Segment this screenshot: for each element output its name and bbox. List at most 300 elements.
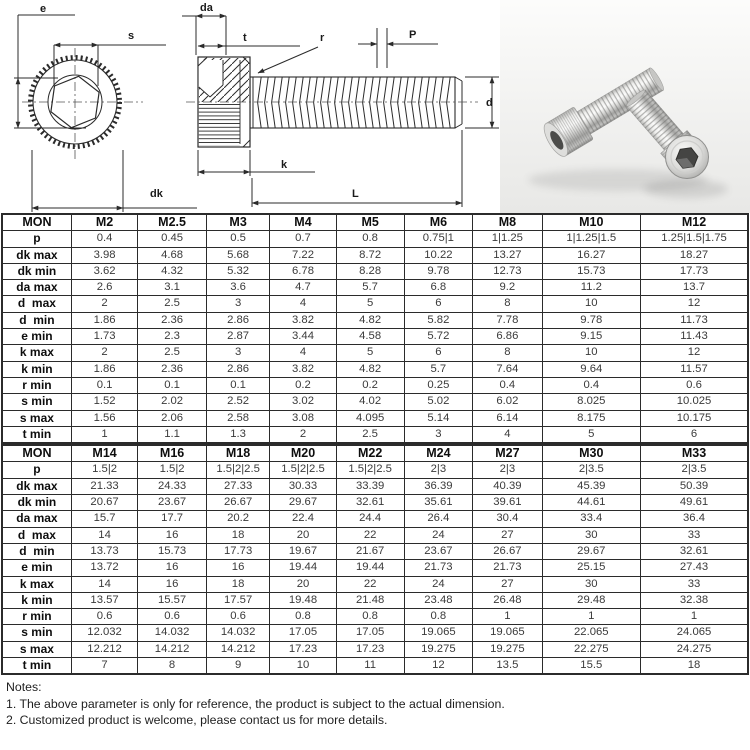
dimension-value-cell: 19.44 (270, 560, 336, 576)
table-row (2, 329, 748, 345)
column-header-M2.5: M2.5 (138, 214, 207, 231)
dimension-value-cell: 18.27 (641, 247, 748, 263)
dimension-value-cell: 26.67 (473, 543, 542, 559)
dimension-value-cell: 22 (336, 576, 404, 592)
table-row (2, 312, 748, 328)
dimension-value-cell: 0.4 (542, 377, 640, 393)
dimension-value-cell: 12.032 (71, 625, 137, 641)
dimension-value-cell: 32.61 (641, 543, 748, 559)
dim-label-da: da (200, 2, 213, 14)
dimension-value-cell: 39.61 (473, 495, 542, 511)
row-label-header: MON (2, 214, 71, 231)
dimension-value-cell: 3.62 (71, 263, 137, 279)
dimension-value-cell: 27 (473, 527, 542, 543)
dimension-value-cell: 4.82 (336, 312, 404, 328)
table-row (2, 462, 748, 478)
column-header-M12: M12 (641, 214, 748, 231)
dimension-value-cell: 17.73 (641, 263, 748, 279)
dimension-value-cell: 6.86 (473, 329, 542, 345)
technical-drawing-section (0, 0, 750, 213)
dimension-value-cell: 19.065 (473, 625, 542, 641)
dimension-value-cell: 24.4 (336, 511, 404, 527)
dimension-value-cell: 0.6 (71, 609, 137, 625)
dimension-value-cell: 8 (473, 345, 542, 361)
row-label: dk max (2, 247, 71, 263)
table-row (2, 658, 748, 675)
dimension-value-cell: 12 (404, 658, 473, 675)
dimension-value-cell: 5.7 (336, 280, 404, 296)
dimension-value-cell: 1|1.25|1.5 (542, 231, 640, 247)
table-row (2, 345, 748, 361)
dimension-value-cell: 0.1 (71, 377, 137, 393)
dimension-value-cell: 2.5 (336, 426, 404, 443)
row-label: r min (2, 377, 71, 393)
dimension-value-cell: 8 (138, 658, 207, 675)
dimension-value-cell: 27 (473, 576, 542, 592)
dimension-value-cell: 12 (641, 345, 748, 361)
dimension-value-cell: 24 (404, 527, 473, 543)
screw-product-photo (500, 0, 750, 213)
dimension-value-cell: 21.73 (404, 560, 473, 576)
dim-label-l: L (352, 188, 359, 200)
table-row (2, 641, 748, 657)
dimension-value-cell: 19.275 (404, 641, 473, 657)
column-header-M33: M33 (641, 445, 748, 462)
dimension-value-cell: 45.39 (542, 478, 640, 494)
screw-technical-drawing (0, 0, 500, 213)
dimension-value-cell: 14.032 (138, 625, 207, 641)
dimension-value-cell: 19.275 (473, 641, 542, 657)
table-row (2, 609, 748, 625)
column-header-M18: M18 (206, 445, 269, 462)
dim-label-p: P (409, 29, 417, 41)
row-label: k min (2, 361, 71, 377)
dimension-value-cell: 26.67 (206, 495, 269, 511)
dimension-value-cell: 20.67 (71, 495, 137, 511)
dimension-value-cell: 16 (138, 527, 207, 543)
dimension-value-cell: 14 (71, 576, 137, 592)
dimension-value-cell: 30.33 (270, 478, 336, 494)
table-row (2, 280, 748, 296)
dimension-value-cell: 0.1 (138, 377, 207, 393)
dimension-value-cell: 1.5|2 (71, 462, 137, 478)
dimension-value-cell: 9.2 (473, 280, 542, 296)
dimension-value-cell: 0.6 (206, 609, 269, 625)
dimension-value-cell: 32.38 (641, 592, 748, 608)
dimension-value-cell: 33.39 (336, 478, 404, 494)
dimension-value-cell: 1|1.25 (473, 231, 542, 247)
dimension-value-cell: 23.67 (404, 543, 473, 559)
dimension-value-cell: 14.032 (206, 625, 269, 641)
row-label: s max (2, 641, 71, 657)
dimension-value-cell: 0.4 (71, 231, 137, 247)
table-row (2, 377, 748, 393)
dimension-value-cell: 2|3 (473, 462, 542, 478)
table-row (2, 361, 748, 377)
dimension-value-cell: 8.025 (542, 394, 640, 410)
dimension-value-cell: 29.67 (270, 495, 336, 511)
dimension-value-cell: 1.25|1.5|1.75 (641, 231, 748, 247)
dimension-value-cell: 17.05 (270, 625, 336, 641)
row-label: s max (2, 410, 71, 426)
dimension-value-cell: 4 (270, 345, 336, 361)
dimension-value-cell: 3 (206, 296, 269, 312)
dimension-value-cell: 21.73 (473, 560, 542, 576)
dim-label-dk: dk (150, 188, 163, 200)
dimension-value-cell: 4 (270, 296, 336, 312)
dimension-value-cell: 19.48 (270, 592, 336, 608)
dimension-value-cell: 44.61 (542, 495, 640, 511)
dimension-value-cell: 13.7 (641, 280, 748, 296)
dimension-value-cell: 2.06 (138, 410, 207, 426)
dimension-value-cell: 50.39 (641, 478, 748, 494)
dimension-value-cell: 1.5|2 (138, 462, 207, 478)
dimension-value-cell: 7.64 (473, 361, 542, 377)
table-row (2, 560, 748, 576)
table-row (2, 576, 748, 592)
dimension-value-cell: 4.82 (336, 361, 404, 377)
row-label: dk min (2, 495, 71, 511)
row-label: p (2, 462, 71, 478)
dimension-value-cell: 0.2 (336, 377, 404, 393)
dimension-value-cell: 11.2 (542, 280, 640, 296)
dimension-value-cell: 16 (138, 560, 207, 576)
dimension-value-cell: 0.7 (270, 231, 336, 247)
row-label: e min (2, 560, 71, 576)
dim-label-s: s (128, 30, 135, 42)
dimension-value-cell: 0.8 (404, 609, 473, 625)
table-row (2, 478, 748, 494)
dimension-value-cell: 15.7 (71, 511, 137, 527)
dimension-value-cell: 11.73 (641, 312, 748, 328)
dimension-value-cell: 26.4 (404, 511, 473, 527)
dimension-value-cell: 13.5 (473, 658, 542, 675)
dimension-value-cell: 5.02 (404, 394, 473, 410)
notes-title: Notes: (6, 680, 42, 695)
dimension-value-cell: 0.2 (270, 377, 336, 393)
dimension-value-cell: 5 (542, 426, 640, 443)
dimension-value-cell: 4.32 (138, 263, 207, 279)
row-label: t min (2, 658, 71, 675)
column-header-M10: M10 (542, 214, 640, 231)
dimension-value-cell: 22.275 (542, 641, 640, 657)
dimension-value-cell: 2.5 (138, 296, 207, 312)
dimension-value-cell: 13.73 (71, 543, 137, 559)
dimension-value-cell: 24 (404, 576, 473, 592)
dimension-value-cell: 30.4 (473, 511, 542, 527)
table-row (2, 247, 748, 263)
row-label: k max (2, 576, 71, 592)
note-item-2: 2. Customized product is welcome, please contact us for more details. (6, 712, 388, 727)
table-row (2, 495, 748, 511)
table-row (2, 410, 748, 426)
dimension-value-cell: 22.065 (542, 625, 640, 641)
dimension-value-cell: 30 (542, 527, 640, 543)
dimension-value-cell: 9.64 (542, 361, 640, 377)
dimension-value-cell: 1.3 (206, 426, 269, 443)
row-label: t min (2, 426, 71, 443)
dimension-value-cell: 5.32 (206, 263, 269, 279)
dimension-value-cell: 2.36 (138, 361, 207, 377)
dimension-value-cell: 12 (641, 296, 748, 312)
table-row (2, 231, 748, 247)
dimension-value-cell: 2.36 (138, 312, 207, 328)
notes-section (0, 675, 750, 728)
table-row (2, 296, 748, 312)
dimension-value-cell: 4 (473, 426, 542, 443)
dimension-value-cell: 29.67 (542, 543, 640, 559)
dimension-value-cell: 33.4 (542, 511, 640, 527)
dimension-value-cell: 17.57 (206, 592, 269, 608)
dimension-value-cell: 3 (404, 426, 473, 443)
row-label: k max (2, 345, 71, 361)
dimension-value-cell: 10 (270, 658, 336, 675)
dimension-value-cell: 4.02 (336, 394, 404, 410)
dimension-value-cell: 1 (473, 609, 542, 625)
dimension-value-cell: 9.78 (542, 312, 640, 328)
dimension-value-cell: 3.82 (270, 312, 336, 328)
dimension-value-cell: 2.52 (206, 394, 269, 410)
dimension-value-cell: 5.72 (404, 329, 473, 345)
dimension-value-cell: 14.212 (206, 641, 269, 657)
dimension-value-cell: 19.065 (404, 625, 473, 641)
dimension-value-cell: 25.15 (542, 560, 640, 576)
dimension-value-cell: 8 (473, 296, 542, 312)
dimension-value-cell: 6.14 (473, 410, 542, 426)
dimension-value-cell: 1.5|2|2.5 (206, 462, 269, 478)
dimension-value-cell: 12.212 (71, 641, 137, 657)
dimension-value-cell: 26.48 (473, 592, 542, 608)
dimension-value-cell: 30 (542, 576, 640, 592)
dimension-value-cell: 2.5 (138, 345, 207, 361)
front-view-dimensions (14, 15, 197, 212)
dimension-value-cell: 3 (206, 345, 269, 361)
dimension-value-cell: 13.27 (473, 247, 542, 263)
dimension-value-cell: 0.4 (473, 377, 542, 393)
dimension-value-cell: 16.27 (542, 247, 640, 263)
dimension-value-cell: 15.57 (138, 592, 207, 608)
dimension-value-cell: 17.23 (270, 641, 336, 657)
dimension-value-cell: 2|3.5 (641, 462, 748, 478)
row-label: s min (2, 394, 71, 410)
dimension-value-cell: 1.86 (71, 312, 137, 328)
dimension-value-cell: 2 (71, 345, 137, 361)
column-header-M6: M6 (404, 214, 473, 231)
row-label: s min (2, 625, 71, 641)
dimension-value-cell: 16 (206, 560, 269, 576)
dimension-value-cell: 14 (71, 527, 137, 543)
dimension-value-cell: 6 (404, 345, 473, 361)
dimension-value-cell: 5 (336, 345, 404, 361)
dimension-value-cell: 9.15 (542, 329, 640, 345)
dimension-value-cell: 14.212 (138, 641, 207, 657)
dimension-value-cell: 36.4 (641, 511, 748, 527)
dimension-value-cell: 19.44 (336, 560, 404, 576)
dimension-value-cell: 7.22 (270, 247, 336, 263)
dimension-value-cell: 7 (71, 658, 137, 675)
dimension-value-cell: 27.33 (206, 478, 269, 494)
dimension-value-cell: 22.4 (270, 511, 336, 527)
dimension-value-cell: 10 (542, 345, 640, 361)
dimension-value-cell: 2|3.5 (542, 462, 640, 478)
dimension-value-cell: 21.67 (336, 543, 404, 559)
dimension-value-cell: 18 (206, 576, 269, 592)
dim-label-d: d (486, 97, 493, 109)
dimension-value-cell: 5 (336, 296, 404, 312)
dimension-value-cell: 0.6 (138, 609, 207, 625)
dimension-value-cell: 20.2 (206, 511, 269, 527)
dimension-value-cell: 2.6 (71, 280, 137, 296)
table-row (2, 527, 748, 543)
column-header-M27: M27 (473, 445, 542, 462)
table-row (2, 511, 748, 527)
dimension-value-cell: 3.1 (138, 280, 207, 296)
row-label: d max (2, 527, 71, 543)
dimension-value-cell: 29.48 (542, 592, 640, 608)
dimension-value-cell: 20 (270, 576, 336, 592)
dimension-value-cell: 15.5 (542, 658, 640, 675)
dimension-value-cell: 4.095 (336, 410, 404, 426)
dimension-value-cell: 35.61 (404, 495, 473, 511)
dimension-value-cell: 6 (641, 426, 748, 443)
row-label: k min (2, 592, 71, 608)
dimension-value-cell: 7.78 (473, 312, 542, 328)
dimension-value-cell: 20 (270, 527, 336, 543)
dimension-value-cell: 0.6 (641, 377, 748, 393)
dimension-value-cell: 24.275 (641, 641, 748, 657)
photo-shadow (644, 180, 728, 198)
dimension-value-cell: 0.75|1 (404, 231, 473, 247)
dimension-value-cell: 8.175 (542, 410, 640, 426)
row-label: r min (2, 609, 71, 625)
dimension-value-cell: 8.72 (336, 247, 404, 263)
column-header-M24: M24 (404, 445, 473, 462)
dimension-value-cell: 0.45 (138, 231, 207, 247)
row-label: e min (2, 329, 71, 345)
dimension-value-cell: 11 (336, 658, 404, 675)
dimension-value-cell: 2 (270, 426, 336, 443)
table-row (2, 592, 748, 608)
dimension-value-cell: 36.39 (404, 478, 473, 494)
table-row (2, 263, 748, 279)
column-header-M5: M5 (336, 214, 404, 231)
dimension-value-cell: 2.86 (206, 312, 269, 328)
dimension-value-cell: 6.02 (473, 394, 542, 410)
dimension-value-cell: 24.065 (641, 625, 748, 641)
dimension-value-cell: 3.02 (270, 394, 336, 410)
dimension-value-cell: 5.68 (206, 247, 269, 263)
table-row (2, 543, 748, 559)
dimension-value-cell: 17.73 (206, 543, 269, 559)
row-label: da max (2, 280, 71, 296)
dimension-value-cell: 1 (641, 609, 748, 625)
column-header-M8: M8 (473, 214, 542, 231)
dimension-value-cell: 18 (641, 658, 748, 675)
dimension-value-cell: 40.39 (473, 478, 542, 494)
dimension-value-cell: 6 (404, 296, 473, 312)
row-label: d min (2, 543, 71, 559)
row-label: dk max (2, 478, 71, 494)
column-header-M22: M22 (336, 445, 404, 462)
dimension-value-cell: 23.67 (138, 495, 207, 511)
dimension-value-cell: 11.43 (641, 329, 748, 345)
dimension-value-cell: 4.7 (270, 280, 336, 296)
dimension-value-cell: 8.28 (336, 263, 404, 279)
dimension-value-cell: 9 (206, 658, 269, 675)
dimension-value-cell: 5.7 (404, 361, 473, 377)
dimension-value-cell: 33 (641, 576, 748, 592)
dimension-value-cell: 3.82 (270, 361, 336, 377)
dimension-value-cell: 17.23 (336, 641, 404, 657)
dimension-value-cell: 18 (206, 527, 269, 543)
dimension-value-cell: 10.175 (641, 410, 748, 426)
dimension-value-cell: 33 (641, 527, 748, 543)
dimension-value-cell: 1.5|2|2.5 (270, 462, 336, 478)
dimension-value-cell: 2|3 (404, 462, 473, 478)
dimension-value-cell: 11.57 (641, 361, 748, 377)
dimension-value-cell: 27.43 (641, 560, 748, 576)
row-label: d max (2, 296, 71, 312)
side-view-screw (186, 57, 478, 147)
dimension-value-cell: 4.58 (336, 329, 404, 345)
dimension-value-cell: 9.78 (404, 263, 473, 279)
dimension-value-cell: 24.33 (138, 478, 207, 494)
column-header-M2: M2 (71, 214, 137, 231)
dimension-value-cell: 0.8 (336, 609, 404, 625)
dimension-value-cell: 3.6 (206, 280, 269, 296)
dimension-value-cell: 1.1 (138, 426, 207, 443)
row-label: d min (2, 312, 71, 328)
dimension-value-cell: 10.025 (641, 394, 748, 410)
column-header-M30: M30 (542, 445, 640, 462)
column-header-M20: M20 (270, 445, 336, 462)
dimension-table-m2-m12 (1, 213, 749, 444)
row-label: p (2, 231, 71, 247)
dimension-value-cell: 0.8 (270, 609, 336, 625)
dimension-value-cell: 16 (138, 576, 207, 592)
dimension-value-cell: 15.73 (138, 543, 207, 559)
dimension-value-cell: 0.5 (206, 231, 269, 247)
dim-label-t: t (243, 32, 247, 44)
note-item-1: 1. The above parameter is only for reference, the product is subject to the actual dimension. (6, 696, 505, 711)
dimension-value-cell: 0.25 (404, 377, 473, 393)
dimension-value-cell: 21.33 (71, 478, 137, 494)
dimension-value-cell: 2.02 (138, 394, 207, 410)
dimension-table-m14-m33 (1, 444, 749, 675)
row-label: dk min (2, 263, 71, 279)
dimension-value-cell: 32.61 (336, 495, 404, 511)
dim-label-r: r (320, 32, 325, 44)
column-header-M3: M3 (206, 214, 269, 231)
dimension-value-cell: 12.73 (473, 263, 542, 279)
dimension-value-cell: 2.86 (206, 361, 269, 377)
dimension-value-cell: 1.73 (71, 329, 137, 345)
dimension-value-cell: 5.14 (404, 410, 473, 426)
dim-label-k: k (281, 159, 288, 171)
dimension-value-cell: 13.57 (71, 592, 137, 608)
dimension-value-cell: 0.1 (206, 377, 269, 393)
dimension-value-cell: 3.98 (71, 247, 137, 263)
front-view-head (22, 48, 143, 160)
dimension-value-cell: 6.8 (404, 280, 473, 296)
dimension-value-cell: 2 (71, 296, 137, 312)
dim-label-e: e (40, 3, 47, 15)
dimension-value-cell: 17.05 (336, 625, 404, 641)
dimension-value-cell: 3.08 (270, 410, 336, 426)
table-row (2, 426, 748, 443)
dimension-value-cell: 6.78 (270, 263, 336, 279)
dimension-value-cell: 23.48 (404, 592, 473, 608)
